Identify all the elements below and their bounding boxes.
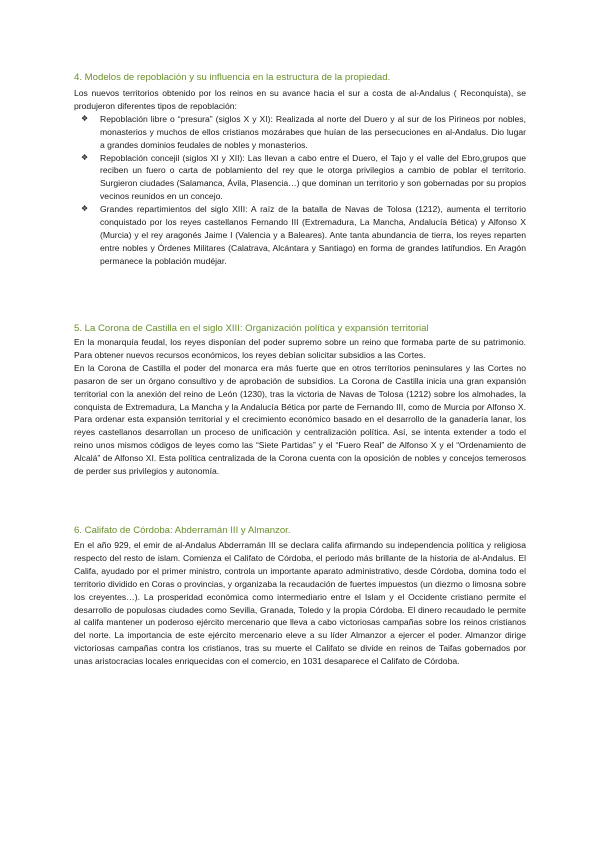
diamond-bullet-icon: ❖ [81, 152, 89, 162]
repopulation-list [74, 113, 526, 268]
section-5 [74, 322, 526, 478]
list-item [74, 113, 526, 152]
section-5-heading: 5. La Corona de Castilla en el siglo XIII: Organización política y expansión territorial [74, 323, 429, 334]
section-4-heading: 4. Modelos de repoblación y su influencia en la estructura de la propiedad. [74, 72, 391, 83]
section-4 [74, 71, 526, 268]
list-item-text: Repoblación concejil (siglos XI y XII): Las llevan a cabo entre el Duero, el Tajo y el valle del Ebro,grupos que reciben un fuero o carta de poblamiento del rey que le otorga privilegios a cambio de poblar el territorio. Surgieron ciudades (Salamanca, Ávila, Plasencia…) que dominan un territorio y son gobernadas por su propios vecinos reunidos en un concejo. [100, 152, 526, 202]
section-6-heading: 6. Califato de Córdoba: Abderramán III y Almanzor. [74, 525, 291, 536]
section-6 [74, 524, 526, 668]
section-6-paragraph: En el año 929, el emir de al-Andalus Abderramán III se declara califa afirmando su independencia política y religiosa respecto del resto de islam. Comienza el Califato de Córdoba, el periodo más brillante de la historia de al-Andalus. El Califa, ayudado por el primer ministro, controla un importante aparato administrativo, desde Córdoba, domina todo el territorio dividido en Coras o provincias, y organizaba la recaudación de fuertes impuestos (un diezmo o limosna sobre los creyentes…). La prosperidad económica como intermediario entre el Islam y el Occidente cristiano permite el desarrollo de populosas ciudades como Sevilla, Granada, Toledo y la propia Córdoba. El dinero recaudado le permite al califa mantener un poderoso ejército mercenario que lleva a cabo victoriosas campañas sobre los reinos cristianos del norte. La importancia de este ejército mercenario eleve a su líder Almanzor a ejercer el poder. Almanzor dirige victoriosas campañas contra los cristianos, tras su muerte el Califato se divide en reinos de Taifas gobernados por unas aristocracias locales enriquecidas con el comercio, en 1031 desaparece el Califato de Córdoba. [74, 540, 526, 667]
diamond-bullet-icon: ❖ [81, 204, 89, 214]
section-5-paragraph-1: En la monarquía feudal, los reyes disponían del poder supremo sobre un reino que formaba parte de su patrimonio. Para obtener nuevos recursos económicos, los reyes debían solicitar subsidios a las Cortes. [74, 337, 526, 360]
list-item-text: Repoblación libre o “presura” (siglos X y XI): Realizada al norte del Duero y al sur de los Pirineos por nobles, monasterios y muchos de ellos cristianos mozárabes que huían de las persecuciones en al-Andalus. Dio lugar a grandes dominios feudales de nobles y monasterios. [100, 113, 526, 150]
list-item [74, 152, 526, 204]
diamond-bullet-icon: ❖ [81, 113, 89, 123]
list-item [74, 203, 526, 268]
section-4-intro: Los nuevos territorios obtenido por los reinos en su avance hacia el sur a costa de al-Andalus ( Reconquista), se produjeron diferentes tipos de repoblación: [74, 88, 526, 111]
section-5-paragraph-2: En la Corona de Castilla el poder del monarca era más fuerte que en otros territorios peninsulares y las Cortes no pasaron de ser un órgano consultivo y de aprobación de subsidios. La Corona de Castilla inicia una gran expansión territorial con la anexión del reino de León (1230), tras la victoria de Navas de Tolosa (1212) sobre los almohades, la conquista de Extremadura, La Mancha y la Andalucía Bética por parte de Fernando III, como de Murcia por Alfonso X. Para ordenar esta expansión territorial y el crecimiento económico basado en el desarrollo de la ganadería lanar, los reyes castellanos desarrollan un proceso de unificación y centralización política. Así, se intenta extender a todo el reino unos mismos códigos de leyes como las “Siete Partidas” y el “Fuero Real” de Alfonso X y el “Ordenamiento de Alcalá” de Alfonso XI. Esta política centralizada de la Corona cuenta con la oposición de nobles y concejos temerosos de perder sus privilegios y autonomía. [74, 362, 526, 477]
list-item-text: Grandes repartimientos del siglo XIII: A raíz de la batalla de Navas de Tolosa (1212), aumenta el territorio conquistado por los reyes castellanos Fernando III (Extremadura, La Mancha, Andalucía Bética) y Alfonso X (Murcia) y el rey aragonés Jaime I (Valencia y a Baleares). Ante tanta abundancia de tierra, los reyes reparten entre nobles y Órdenes Militares (Calatrava, Alcántara y Santiago) en forma de grandes latifundios. En Aragón permanece la población mudéjar. [100, 204, 526, 266]
